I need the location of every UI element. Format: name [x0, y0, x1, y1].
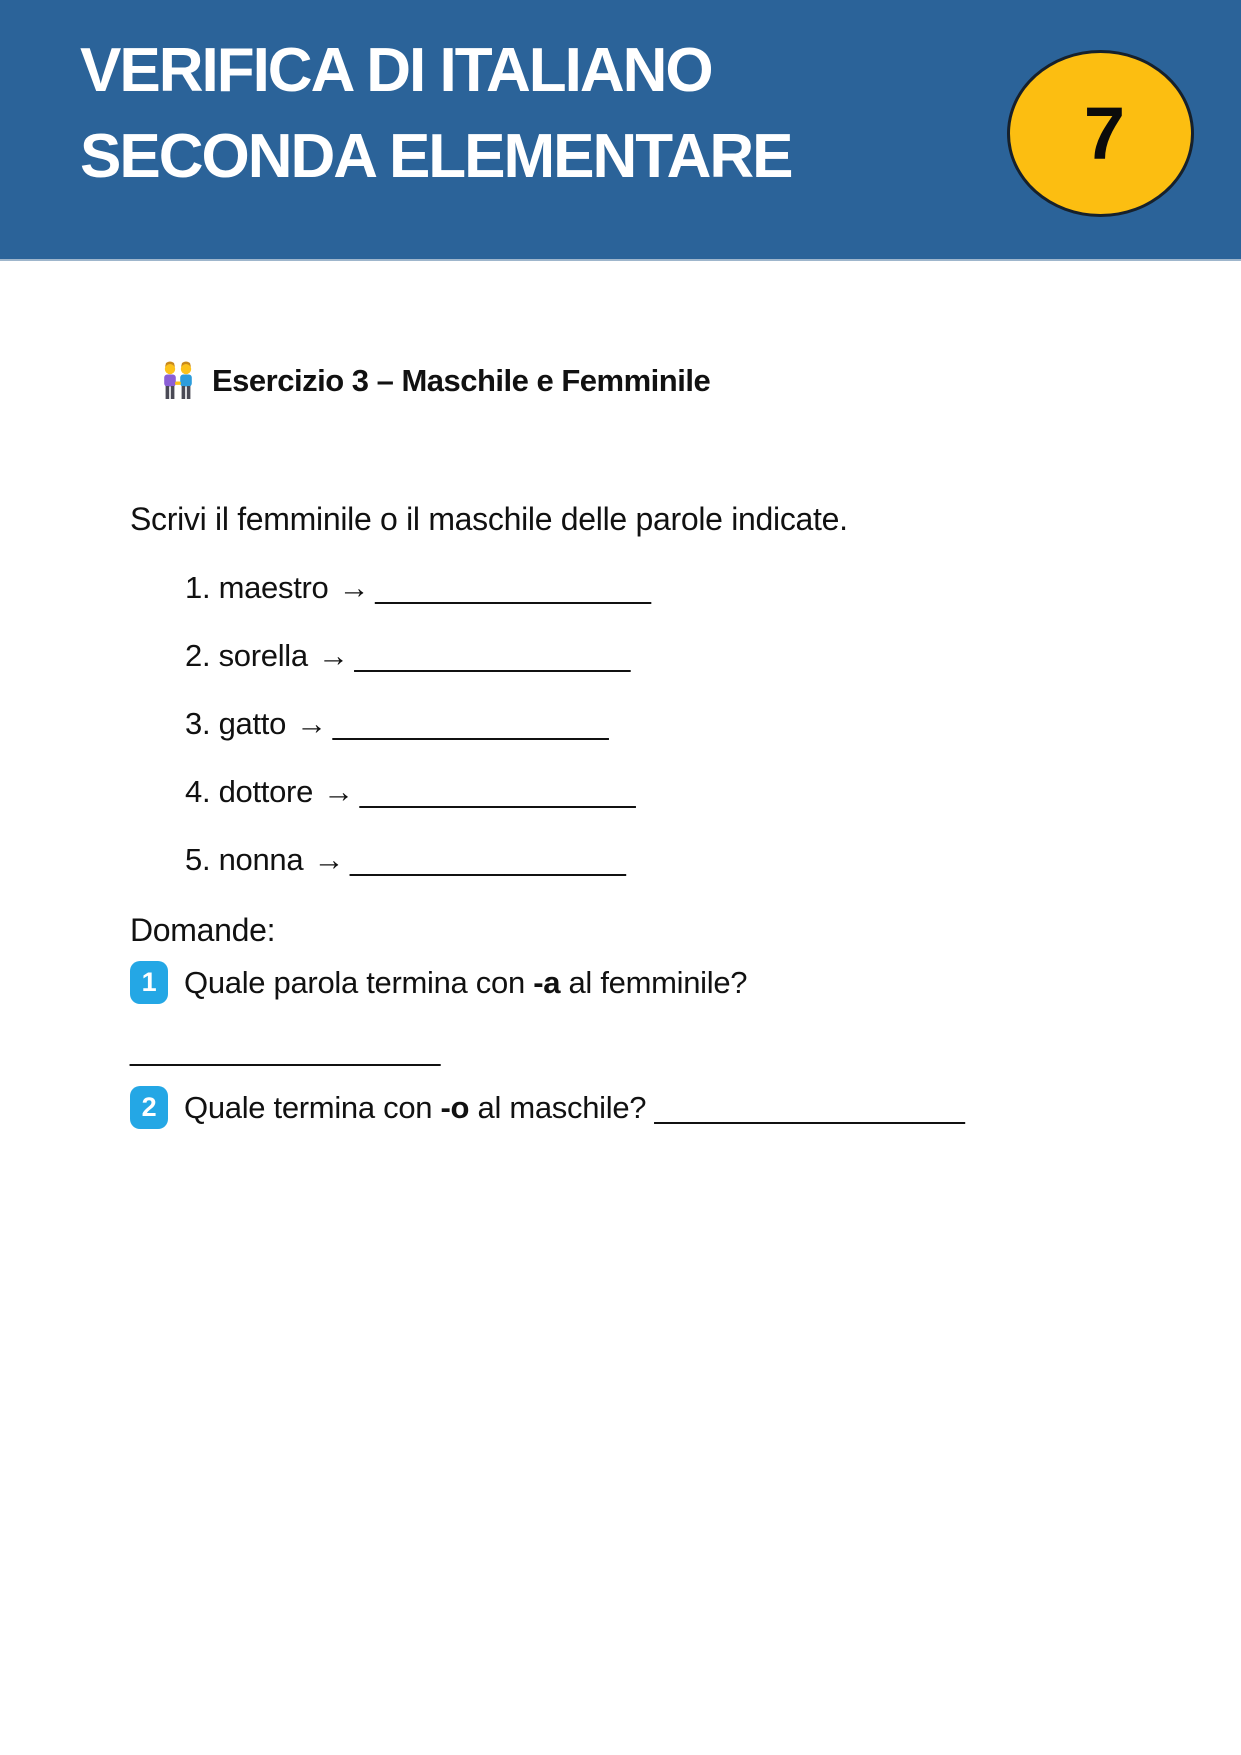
question-2-text	[184, 1090, 965, 1126]
item-word-text: maestro	[218, 570, 329, 605]
question-2-row	[130, 1086, 1171, 1129]
question-2-answer-blank: __________________	[654, 1089, 965, 1125]
word-row-3	[185, 706, 1171, 774]
arrow-right-icon: →	[313, 842, 345, 877]
item-number: 3.	[185, 706, 211, 741]
people-holding-hands-icon	[158, 359, 198, 403]
worksheet-title-line2: SECONDA ELEMENTARE	[80, 122, 792, 191]
arrow-right-icon: →	[317, 638, 349, 673]
answer-blank: ________________	[354, 638, 631, 673]
item-word-text: sorella	[218, 638, 308, 673]
item-word	[210, 638, 218, 674]
exercise-heading: Esercizio 3 – Maschile e Femminile	[212, 363, 711, 398]
item-word	[210, 842, 218, 878]
exercise-heading-row	[158, 357, 1171, 405]
item-word	[210, 570, 218, 606]
questions-label: Domande:	[130, 912, 276, 948]
item-word-text: dottore	[218, 774, 314, 809]
question-1-badge: 1	[130, 961, 168, 1004]
question-2-post: al maschile?	[469, 1089, 655, 1125]
worksheet-title	[80, 28, 791, 200]
word-list	[185, 570, 1171, 910]
exercise-instruction: Scrivi il femminile o il maschile delle parole indicate.	[130, 501, 848, 537]
question-1-text	[184, 965, 747, 1001]
item-number: 2.	[185, 638, 211, 673]
answer-blank: ________________	[332, 706, 609, 741]
word-row-4	[185, 774, 1171, 842]
word-row-1	[185, 570, 1171, 638]
question-2-badge: 2	[130, 1086, 168, 1129]
arrow-right-icon: →	[296, 706, 327, 741]
arrow-right-icon: →	[338, 570, 370, 605]
page-number-circle	[1007, 50, 1194, 217]
answer-blank: ________________	[359, 774, 636, 809]
answer-blank: ________________	[375, 570, 652, 605]
header-band	[0, 0, 1241, 261]
item-word-text: nonna	[218, 842, 304, 877]
item-number: 5.	[185, 842, 211, 877]
question-1-pre: Quale parola termina con	[184, 964, 534, 1000]
item-word-text: gatto	[218, 706, 287, 741]
question-2-bold-suffix: -o	[440, 1089, 470, 1125]
item-number: 4.	[185, 774, 211, 809]
word-row-5	[185, 842, 1171, 910]
answer-blank: ________________	[350, 842, 626, 877]
arrow-right-icon: →	[323, 774, 354, 809]
page-number: 7	[1083, 92, 1126, 175]
question-1-bold-suffix: -a	[533, 964, 561, 1000]
question-1-answer-blank: __________________	[130, 1032, 441, 1067]
worksheet-body	[0, 261, 1241, 1129]
worksheet-title-line1: VERIFICA DI ITALIANO	[80, 36, 712, 105]
word-row-2	[185, 638, 1171, 706]
item-number: 1.	[185, 570, 211, 605]
item-word	[210, 774, 218, 810]
question-2-pre: Quale termina con	[184, 1089, 441, 1125]
question-1-row	[130, 961, 1171, 1004]
question-1-post: al femminile?	[560, 964, 748, 1000]
item-word	[210, 706, 218, 742]
